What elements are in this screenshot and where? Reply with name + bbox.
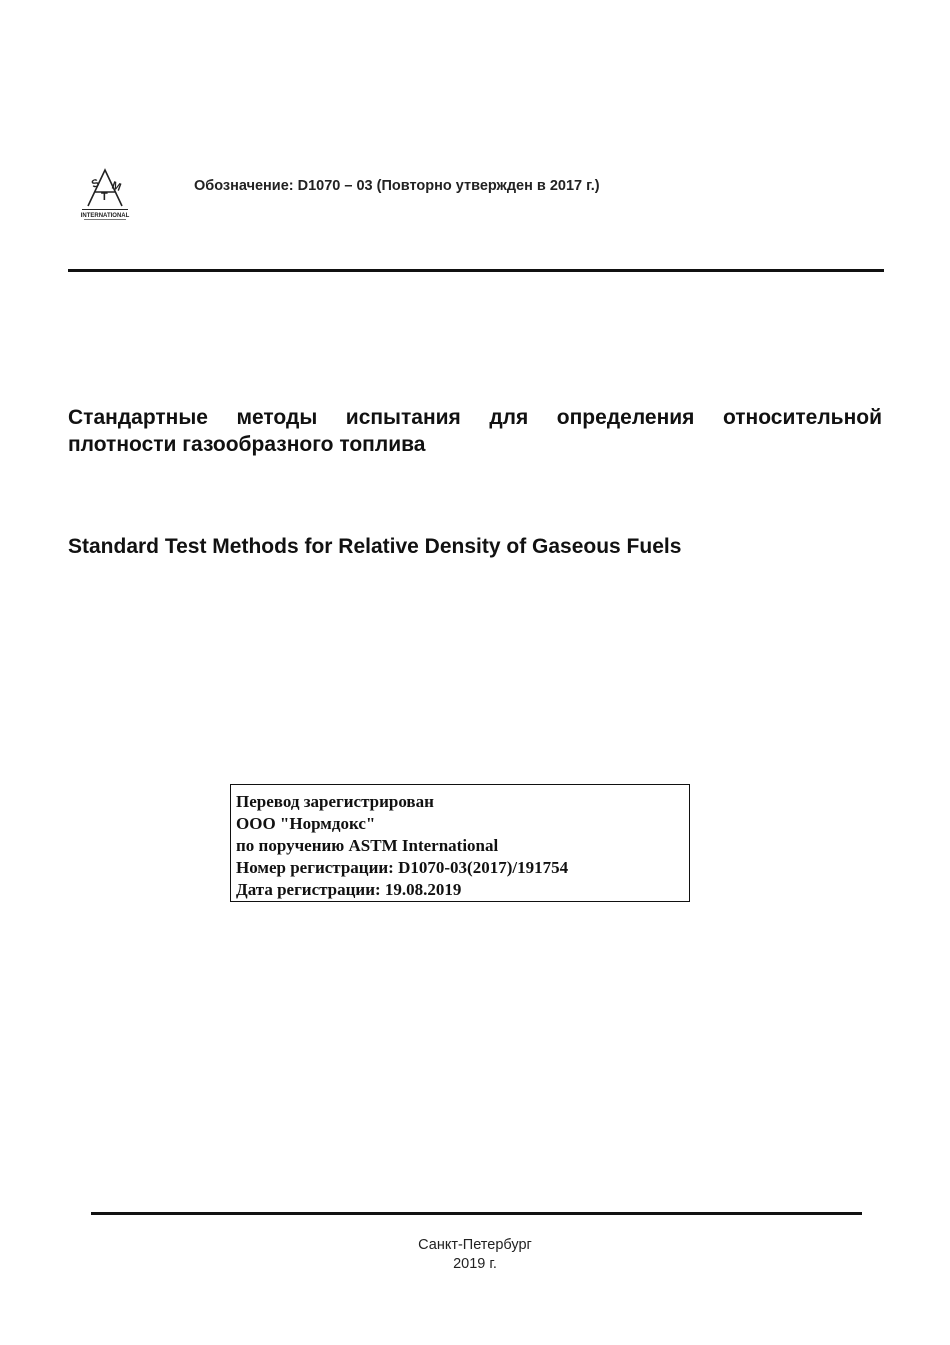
footer-city: Санкт-Петербург — [418, 1237, 532, 1253]
footer-year: 2019 г. — [453, 1256, 497, 1272]
registration-line: по поручению ASTM International — [236, 836, 499, 855]
svg-text:M: M — [109, 179, 123, 194]
title-russian: Стандартные методы испытания для определения относительной плотности газообразного топлива — [68, 406, 882, 456]
svg-text:T: T — [101, 191, 108, 203]
registration-box — [230, 784, 690, 902]
svg-text:INTERNATIONAL: INTERNATIONAL — [80, 213, 130, 219]
svg-text:S: S — [89, 177, 101, 191]
astm-logo-icon — [80, 166, 130, 222]
document-designation: Обозначение: D1070 – 03 (Повторно утвержден в 2017 г.) — [194, 178, 600, 194]
header-divider — [68, 269, 884, 272]
registration-line: ООО "Нормдокс" — [236, 814, 376, 833]
title-english: Standard Test Methods for Relative Density of Gaseous Fuels — [68, 535, 682, 558]
footer-divider — [91, 1212, 862, 1215]
registration-line: Номер регистрации: D1070-03(2017)/191754 — [236, 858, 569, 877]
registration-line: Дата регистрации: 19.08.2019 — [236, 880, 462, 899]
registration-line: Перевод зарегистрирован — [236, 792, 434, 811]
